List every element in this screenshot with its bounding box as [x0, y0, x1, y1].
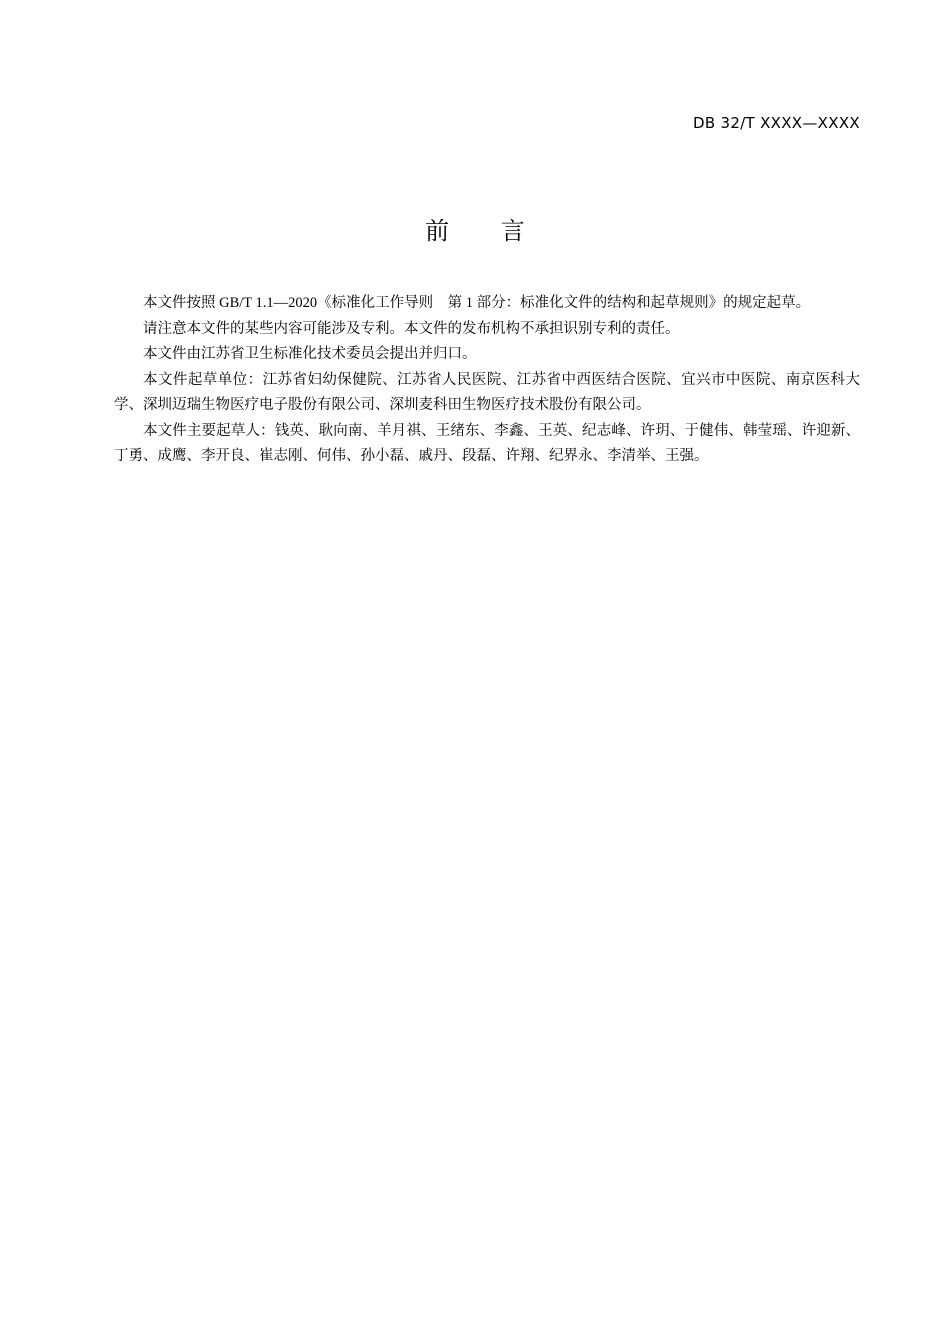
foreword-body — [114, 291, 860, 470]
paragraph-main-drafters: 本文件主要起草人：钱英、耿向南、羊月祺、王绪东、李鑫、王英、纪志峰、许玥、于健伟、韩莹瑶、许迎新、丁勇、成鹰、李开良、崔志刚、何伟、孙小磊、戚丹、段磊、许翔、纪界永、李清举、王强。 — [114, 422, 860, 464]
page-title: 前 言 — [425, 217, 547, 245]
paragraph-patent-notice: 请注意本文件的某些内容可能涉及专利。本文件的发布机构不承担识别专利的责任。 — [143, 320, 680, 337]
paragraph-drafting-rules: 本文件按照 GB/T 1.1—2020《标准化工作导则 第 1 部分：标准化文件的结构和起草规则》的规定起草。 — [143, 295, 811, 311]
paragraph-drafting-units: 本文件起草单位：江苏省妇幼保健院、江苏省人民医院、江苏省中西医结合医院、宜兴市中医院、南京医科大学、深圳迈瑞生物医疗电子股份有限公司、深圳麦科田生物医疗技术股份有限公司。 — [114, 371, 860, 413]
paragraph-proposing-committee: 本文件由江苏省卫生标准化技术委员会提出并归口。 — [143, 346, 477, 362]
document-code: DB 32/T XXXX—XXXX — [693, 114, 860, 132]
